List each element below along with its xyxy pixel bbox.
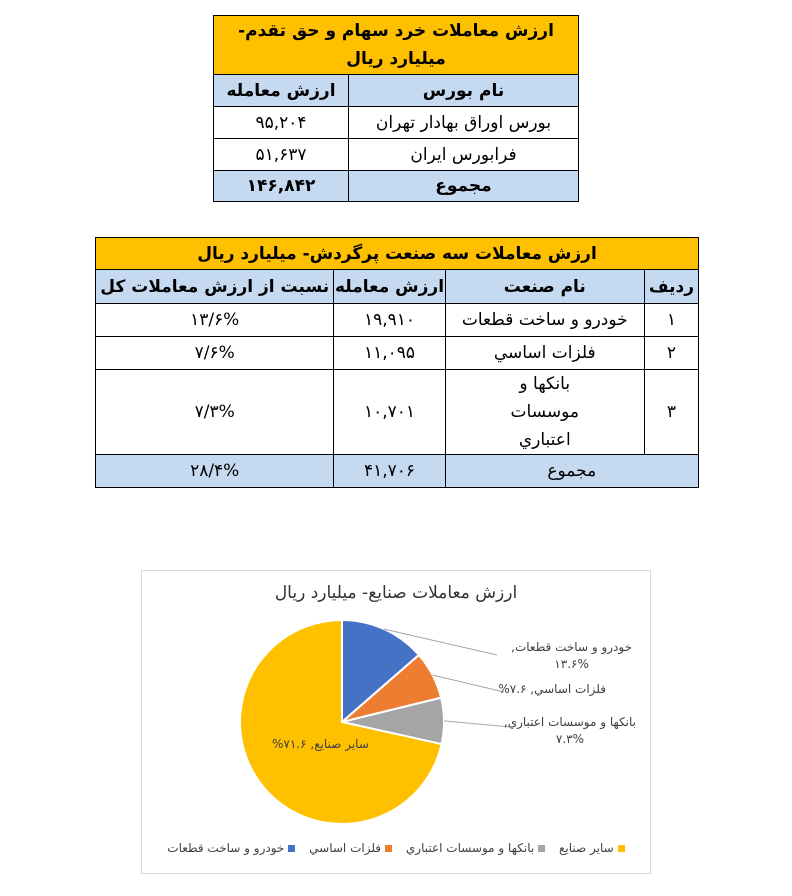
total-value: ۴۱,۷۰۶ (334, 455, 445, 488)
table-total-row (214, 171, 579, 202)
table2-title: ارزش معاملات سه صنعت پرگردش- میلیارد ریال (96, 238, 699, 270)
table2-header-share: نسبت از ارزش معاملات کل (96, 270, 334, 304)
table-row (214, 139, 579, 171)
share-percent: ۷/۳% (96, 370, 334, 455)
table2-header-value: ارزش معامله (334, 270, 445, 304)
total-label: مجموع (349, 171, 579, 202)
table-total-row (96, 455, 699, 488)
industry-name: فلزات اساسي (445, 337, 644, 370)
chart-title: ارزش معاملات صنایع- میلیارد ریال (274, 583, 518, 603)
total-label: مجموع (445, 455, 698, 488)
legend-swatch (385, 845, 392, 852)
trade-value: ۱۱,۰۹۵ (334, 337, 445, 370)
table1-header-value: ارزش معامله (214, 75, 349, 107)
legend-item: بانكها و موسسات اعتباري (406, 841, 545, 855)
legend-swatch (288, 845, 295, 852)
trade-value: ۱۰,۷۰۱ (334, 370, 445, 455)
slice-label-metals: فلزات اساسي, ۷.۶% (498, 682, 606, 696)
row-index: ۳ (644, 370, 698, 455)
legend-item: خودرو و ساخت قطعات (167, 841, 295, 855)
legend-item: ساير صنايع (559, 841, 625, 855)
legend-item: فلزات اساسي (309, 841, 392, 855)
trade-value: ۹۵,۲۰۴ (214, 107, 349, 139)
total-value: ۱۴۶,۸۴۲ (214, 171, 349, 202)
share-percent: ۷/۶% (96, 337, 334, 370)
table-row (96, 337, 699, 370)
table1-header-exchange: نام بورس (349, 75, 579, 107)
table2-header-index: ردیف (644, 270, 698, 304)
exchange-name: بورس اوراق بهادار تهران (349, 107, 579, 139)
leader-line (433, 675, 504, 692)
slice-label-auto: خودرو و ساخت قطعات, ۱۳.۶% (511, 640, 632, 671)
industry-pie-chart (141, 570, 651, 874)
table-row (214, 107, 579, 139)
stock-trading-table (213, 15, 579, 202)
trade-value: ۵۱,۶۳۷ (214, 139, 349, 171)
share-percent: ۱۳/۶% (96, 304, 334, 337)
exchange-name: فرابورس ایران (349, 139, 579, 171)
table2-header-industry: نام صنعت (445, 270, 644, 304)
slice-label-banks: بانكها و موسسات اعتباري, ۷.۳% (503, 715, 636, 746)
leader-line (444, 721, 510, 727)
row-index: ۲ (644, 337, 698, 370)
table-row (96, 370, 699, 455)
chart-legend (142, 841, 650, 855)
legend-swatch (618, 845, 625, 852)
trade-value: ۱۹,۹۱۰ (334, 304, 445, 337)
table1-title: ارزش معاملات خرد سهام و حق تقدم- میلیارد ریال (214, 16, 579, 75)
slice-label-other: ساير صنايع, ۷۱.۶% (272, 737, 369, 751)
table-row (96, 304, 699, 337)
industry-name: خودرو و ساخت قطعات (445, 304, 644, 337)
total-share: ۲۸/۴% (96, 455, 334, 488)
industry-name: بانكها و موسسات اعتباري (445, 370, 644, 455)
industry-trading-table (95, 237, 699, 488)
legend-swatch (538, 845, 545, 852)
row-index: ۱ (644, 304, 698, 337)
